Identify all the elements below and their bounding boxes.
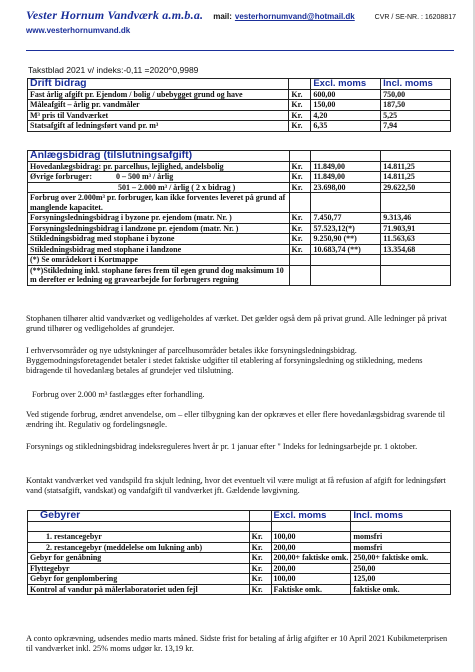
gebyrer-title: Gebyrer [28, 511, 250, 522]
paragraph: Forsynings og stikledningsbidrag indeksreguleres hvert år pr. 1 januar efter " Indeks for ledningsarbejde pr. 1 oktober. [26, 442, 418, 451]
drift-table [27, 78, 451, 132]
row-unit: Kr. [249, 584, 271, 595]
row-incl: 29.622,50 [381, 182, 451, 193]
row-incl: 7,94 [381, 121, 451, 132]
table-row [28, 542, 451, 553]
table-row [28, 213, 451, 224]
row-incl: 11.563,63 [381, 234, 451, 245]
row-label: Fast årlig afgift pr. Ejendom / bolig / ubebygget grund og have [28, 89, 289, 100]
table-row [28, 244, 451, 255]
row-label: Kontrol af vandur på målerlaboratoriet uden fejl [28, 584, 250, 595]
row-incl: 14.811,25 [381, 161, 451, 172]
header-divider [26, 50, 454, 51]
row-excl: 11.849,00 [311, 172, 381, 183]
row-excl: 9.250,90 (**) [311, 234, 381, 245]
row-excl: 200,00+ faktiske omk. [271, 553, 351, 564]
row-unit: Kr. [289, 223, 311, 234]
anlaeg-table [27, 150, 451, 286]
row-incl: 125,00 [351, 574, 451, 585]
paragraph: Ved stigende forbrug, ændret anvendelse, om – eller tilbygning kan der opkræves et eller flere hovedanlægsbidrag svarende til ændring iht. Regulativ og fordelingsnøgle. [26, 410, 446, 429]
row-label: 2. restancegebyr (meddelelse om lukning anb) [28, 542, 250, 553]
row-excl: 100,00 [271, 532, 351, 543]
gebyrer-header-row [28, 511, 451, 522]
row-unit: Kr. [289, 182, 311, 193]
row-label: 1. restancegebyr [28, 532, 250, 543]
row-excl: 600,00 [311, 89, 381, 100]
table-row [28, 234, 451, 245]
row-excl: Faktiske omk. [271, 584, 351, 595]
row-unit: Kr. [289, 121, 311, 132]
paragraph: Stophanen tilhører altid vandværket og vedligeholdes af værket. Det gælder også dem på privat grund. Alle ledninger på privat grund tilhører og vedligeholdes af grundejer. [26, 314, 447, 333]
mail-label: mail: [213, 12, 232, 21]
row-unit: Kr. [249, 563, 271, 574]
letterhead [26, 8, 456, 35]
row-incl: 13.354,68 [381, 244, 451, 255]
drift-header-row [28, 79, 451, 90]
row-unit: Kr. [249, 574, 271, 585]
company-logo: Vester Hornum Vandværk a.m.b.a. [26, 8, 204, 22]
gebyrer-table [27, 510, 451, 595]
row-unit: Kr. [289, 161, 311, 172]
row-excl: 200,00 [271, 542, 351, 553]
row-incl: momsfri [351, 542, 451, 553]
website-link[interactable]: www.vesterhornumvand.dk [26, 26, 131, 35]
row-excl: 4,20 [311, 110, 381, 121]
col-incl: Incl. moms [381, 79, 451, 90]
row-incl: 5,25 [381, 110, 451, 121]
row-label: Hovedanlægsbidrag: pr. parcelhus, lejlighed, andelsbolig [28, 161, 290, 172]
table-row [28, 100, 451, 111]
col-excl: Excl. moms [311, 79, 381, 90]
row-label: Øvrige forbruger: 0 – 500 m³ / årlig [28, 172, 290, 183]
table-row [28, 121, 451, 132]
row-incl: 750,00 [381, 89, 451, 100]
row-unit: Kr. [289, 100, 311, 111]
row-unit: Kr. [289, 244, 311, 255]
row-unit: Kr. [289, 172, 311, 183]
table-row [28, 89, 451, 100]
table-row [28, 193, 451, 213]
table-row [28, 223, 451, 234]
row-label: Gebyr for genplombering [28, 574, 250, 585]
row-excl: 23.698,00 [311, 182, 381, 193]
row-incl: 250,00 [351, 563, 451, 574]
row-label: Forsyningsledningsbidrag i landzone pr. ejendom (matr. Nr. ) [28, 223, 290, 234]
paragraph: Kontakt vandværket ved vandspild fra skjult ledning, hvor det eventuelt vil være muligt at få refusion af afgift for ledningsført vand (statsafgift, vandskat) og vandafgift til vandværket jft. Gældende løvgivning. [26, 476, 446, 495]
row-unit: Kr. [289, 110, 311, 121]
row-label: Statsafgift af ledningsført vand pr. m³ [28, 121, 289, 132]
row-incl: faktiske omk. [351, 584, 451, 595]
table-row [28, 161, 451, 172]
row-incl: 14.811,25 [381, 172, 451, 183]
anlaeg-title: Anlægsbidrag (tilslutningsafgift) [28, 151, 290, 162]
row-label: Forsyningsledningsbidrag i byzone pr. ejendom (matr. Nr. ) [28, 213, 290, 224]
table-row [28, 553, 451, 564]
row-label: M³ pris til Vandværket [28, 110, 289, 121]
row-excl: 57.523,12(*) [311, 223, 381, 234]
row-excl: 11.849,00 [311, 161, 381, 172]
takstblad-title: Takstblad 2021 v/ indeks:-0,11 =2020^0,9989 [28, 65, 199, 75]
row-label: Gebyr for genåbning [28, 553, 250, 564]
col-excl: Excl. moms [271, 511, 351, 522]
row-incl: 250,00+ faktiske omk. [351, 553, 451, 564]
row-excl: 7.450,77 [311, 213, 381, 224]
row-incl: 9.313,46 [381, 213, 451, 224]
table-row [28, 574, 451, 585]
table-row [28, 584, 451, 595]
row-label: Stikledningsbidrag med stophane i byzone [28, 234, 290, 245]
footer-note: A conto opkrævning, udsendes medio marts måned. Sidste frist for betaling af årlig afgifter er 10 April 2021 Kubikmeterprisen til vandværket inkl. 25% moms udgør kr. 13,19 kr. [26, 634, 448, 653]
row-label: Stikledningsbidrag med stophane i landzone [28, 244, 290, 255]
cvr-number: CVR / SE-NR. : 16208817 [374, 14, 456, 21]
table-row [28, 182, 451, 193]
row-label: (*) Se områdekort i Kortmappe [28, 255, 290, 266]
row-unit: Kr. [249, 542, 271, 553]
row-label: Flyttegebyr [28, 563, 250, 574]
row-label: (**)Stikledning inkl. stophane føres frem til egen grund dog maksimum 10 m derefter er ledning og gravearbejde for forbrugers regning [28, 265, 290, 285]
row-incl: momsfri [351, 532, 451, 543]
row-excl: 10.683,74 (**) [311, 244, 381, 255]
table-row [28, 255, 451, 266]
table-row [28, 110, 451, 121]
paragraph: Forbrug over 2.000 m³ fastlægges efter forhandling. [32, 390, 205, 399]
row-excl: 6,35 [311, 121, 381, 132]
col-incl: Incl. moms [351, 511, 451, 522]
table-row [28, 563, 451, 574]
row-excl: 150,00 [311, 100, 381, 111]
row-unit: Kr. [249, 532, 271, 543]
row-unit: Kr. [249, 553, 271, 564]
table-row [28, 265, 451, 285]
email-link[interactable]: vesterhornumvand@hotmail.dk [234, 12, 355, 21]
paragraph: I erhvervsområder og nye udstykninger af parcelhusområder betales ikke forsyningsledningsbidrag. Byggemodningsforetagendet betaler i stedet faktiske udgifter til etablering af forsyningsledning og stikledning, medens bidragende til hovedanlæg betales af grundejer ved tilslutning. [26, 346, 423, 375]
table-row [28, 532, 451, 543]
drift-title: Drift bidrag [28, 79, 289, 90]
row-label: 501 – 2.000 m³ / årlig ( 2 x bidrag ) [28, 182, 290, 193]
row-incl: 187,50 [381, 100, 451, 111]
row-label: Forbrug over 2.000m³ pr. forbruger, kan ikke forventes leveret på grund af manglende kapacitet. [28, 193, 290, 213]
row-excl: 200,00 [271, 563, 351, 574]
table-row [28, 172, 451, 183]
row-unit: Kr. [289, 213, 311, 224]
anlaeg-header-row [28, 151, 451, 162]
row-excl: 100,00 [271, 574, 351, 585]
row-label: Måleafgift – årlig pr. vandmåler [28, 100, 289, 111]
row-unit: Kr. [289, 234, 311, 245]
row-unit: Kr. [289, 89, 311, 100]
row-incl: 71.903,91 [381, 223, 451, 234]
